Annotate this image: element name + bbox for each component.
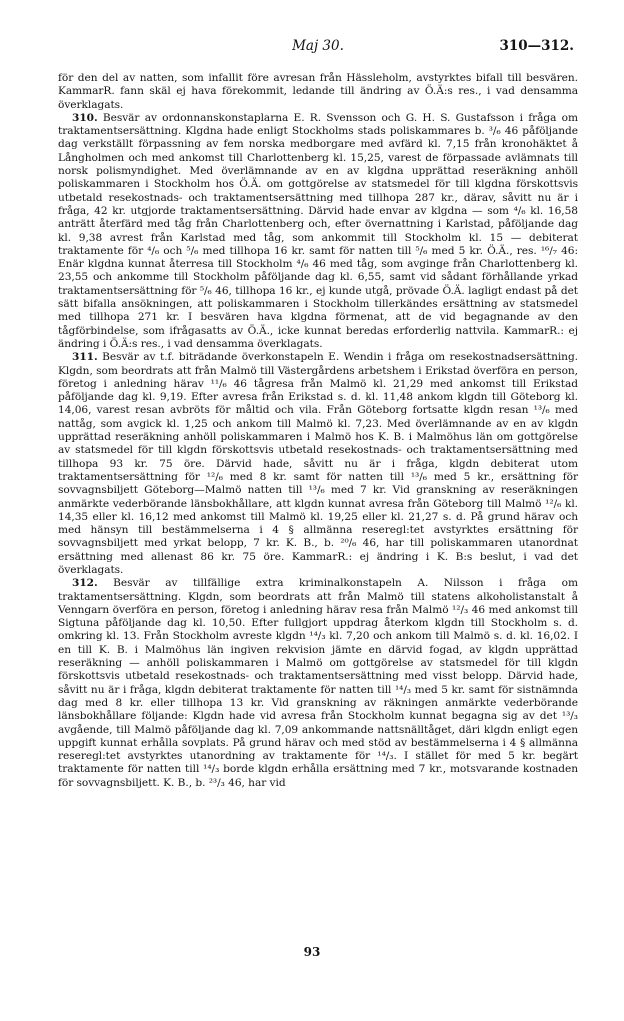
paragraph-312 xyxy=(58,577,578,790)
running-header xyxy=(58,38,578,60)
paragraph-number: 312. xyxy=(72,577,98,590)
paragraph-310 xyxy=(58,112,578,351)
paragraph-continuation xyxy=(58,72,578,112)
paragraph-text: Besvär av ordonnanskonstaplarna E. R. Svensson och G. H. S. Gustafsson i fråga om traktamentsersättning. Klgdna hade enligt Stockholms stads poliskammares b. ³/₆ 46 påföljande dag verkställt förpassning av fem norska medborgare med avfärd kl. 7,15 från kronohäktet å Långholmen och med ankomst till Charlottenberg kl. 15,25, varest de förpassade avlämnats till norsk polismyndighet. Med överlämnande av en av klgdna upprättad reseräkning anhöll poliskammaren i Stockholm hos Ö.Ä. om gottgörelse av statsmedel för till klgdna förskottsvis utbetald resekostnads- och traktamentsersättning med tillhopa 287 kr., därav, såvitt nu är i fråga, 42 kr. utgjorde traktamentsersättning. Därvid hade envar av klgdna — som ⁴/₆ kl. 16,58 anträtt återfärd med tåg från Charlottenberg och, efter övernattning i Karlstad, påföljande dag kl. 9,38 avrest från Karlstad med tåg, som ankommit till Stockholm kl. 15 — debiterat traktamente för ⁴/₆ och ⁵/₆ med tillhopa 16 kr. samt för natten till ⁵/₆ med 5 kr. Ö.Ä., res. ¹⁶/₇ 46: Enär klgdna kunnat återresa till Stockholm ⁴/₆ 46 med tåg, som avginge från Charlottenberg kl. 23,55 och ankomme till Stockholm påföljande dag kl. 6,55, samt vid sådant förhållande yrkad traktamentsersättning för ⁵/₆ 46, tillhopa 16 kr., ej kunde utgå, prövade Ö.Ä. lagligt endast på det sätt bifalla ansökningen, att poliskammaren i Stockholm tillerkändes ersättning av statsmedel med tillhopa 271 kr. I besvären hava klgdna förmenat, att de vid begagnande av den tågförbindelse, som ifrågasatts av Ö.Ä., icke kunnat beredas erforderlig nattvila. KammarR.: ej ändring i Ö.Ä:s res., i vad densamma överklagats. xyxy=(58,111,578,350)
paragraph-text: för den del av natten, som infallit före avresan från Hässleholm, avstyrktes bifall till besvären. KammarR. fann skäl ej hava förekommit, ledande till ändring av Ö.Ä:s res., i vad densamma överklagats. xyxy=(58,72,578,111)
page-number: 93 xyxy=(303,945,321,959)
paragraph-number: 311. xyxy=(72,351,98,364)
paragraph-number: 310. xyxy=(72,111,98,124)
header-page-range: 310—312. xyxy=(499,38,574,54)
paragraph-text: Besvär av t.f. biträdande överkonstapeln E. Wendin i fråga om resekostnadsersättning. Klgdn, som beordrats att från Malmö till Västergårdens arbetshem i Erikstad överföra en person, företog i anledning härav ¹¹/₆ 46 tågresa från Malmö kl. 21,29 med ankomst till Erikstad påföljande dag kl. 9,19. Efter avresa från Erikstad s. d. kl. 11,48 ankom klgdn till Göteborg kl. 14,06, varest resan avbröts för måltid och vila. Från Göteborg fortsatte klgdn resan ¹³/₆ med nattåg, som avgick kl. 1,25 och ankom till Malmö kl. 7,23. Med överlämnande av en av klgdn upprättad reseräkning anhöll poliskammaren i Malmö hos K. B. i Malmöhus län om gottgörelse av statsmedel för till klgdn förskottsvis utbetald resekostnads- och traktamentsersättning med tillhopa 93 kr. 75 öre. Därvid hade, såvitt nu är i fråga, klgdn debiterat utom traktamentsersättning för ¹²/₆ med 8 kr. samt för natten till ¹³/₆ med 5 kr., ersättning för sovvagnsbiljett Göteborg—Malmö natten till ¹³/₆ med 7 kr. Vid granskning av reseräkningen anmärkte vederbörande länsbokhållare, att klgdn kunnat avresa från Göteborg till Malmö ¹²/₆ kl. 14,35 eller kl. 16,12 med ankomst till Malmö kl. 19,25 eller kl. 21,27 s. d. På grund härav och med hänsyn till bestämmelserna i 4 § allmänna reseregl:tet avstyrktes ersättning för sovvagnsbiljett med yrkat belopp, 7 kr. K. B., b. ²⁰/₆ 46, har till poliskammaren utanordnat ersättning med allenast 86 kr. 75 öre. KammarR.: ej ändring i K. B:s beslut, i vad det överklagats. xyxy=(58,351,578,576)
header-date: Maj 30. xyxy=(292,38,344,54)
paragraph-311 xyxy=(58,351,578,577)
paragraph-text: Besvär av tillfällige extra kriminalkonstapeln A. Nilsson i fråga om traktamentsersättning. Klgdn, som beordrats att från Malmö till statens alkoholistanstalt å Venngarn överföra en person, företog i anledning härav resa från Malmö ¹²/₃ 46 med ankomst till Sigtuna påföljande dag kl. 10,50. Efter fullgjort uppdrag återkom klgdn till Stockholm s. d. omkring kl. 13. Från Stockholm avreste klgdn ¹⁴/₃ kl. 7,20 och ankom till Malmö s. d. kl. 16,02. I en till K. B. i Malmöhus län ingiven rekvision jämte en därvid fogad, av klgdn upprättad reseräkning — anhöll poliskammaren i Malmö om gottgörelse av statsmedel för till klgdn förskottsvis utbetald resekostnads- och traktamentsersättning med visst belopp. Därvid hade, såvitt nu är i fråga, klgdn debiterat traktamente för natten till ¹⁴/₃ med 5 kr. samt för sistnämnda dag med 8 kr. eller tillhopa 13 kr. Vid granskning av räkningen anmärkte vederbörande länsbokhållare följande: Klgdn hade vid avresa från Stockholm kunnat begagna sig av det ¹³/₃ avgående, till Malmö påföljande dag kl. 7,09 ankommande nattsnälltåget, däri klgdn enligt egen uppgift kunnat erhålla sovplats. På grund härav och med stöd av bestämmelserna i 4 § allmänna reseregl:tet avstyrktes utanordning av traktamente för ¹⁴/₃. I stället för med 5 kr. begärt traktamente för natten till ¹⁴/₃ borde klgdn erhålla ersättning med 7 kr., motsvarande kostnaden för sovvagnsbiljett. K. B., b. ²³/₃ 46, har vid xyxy=(58,577,578,789)
document-body xyxy=(58,72,578,790)
